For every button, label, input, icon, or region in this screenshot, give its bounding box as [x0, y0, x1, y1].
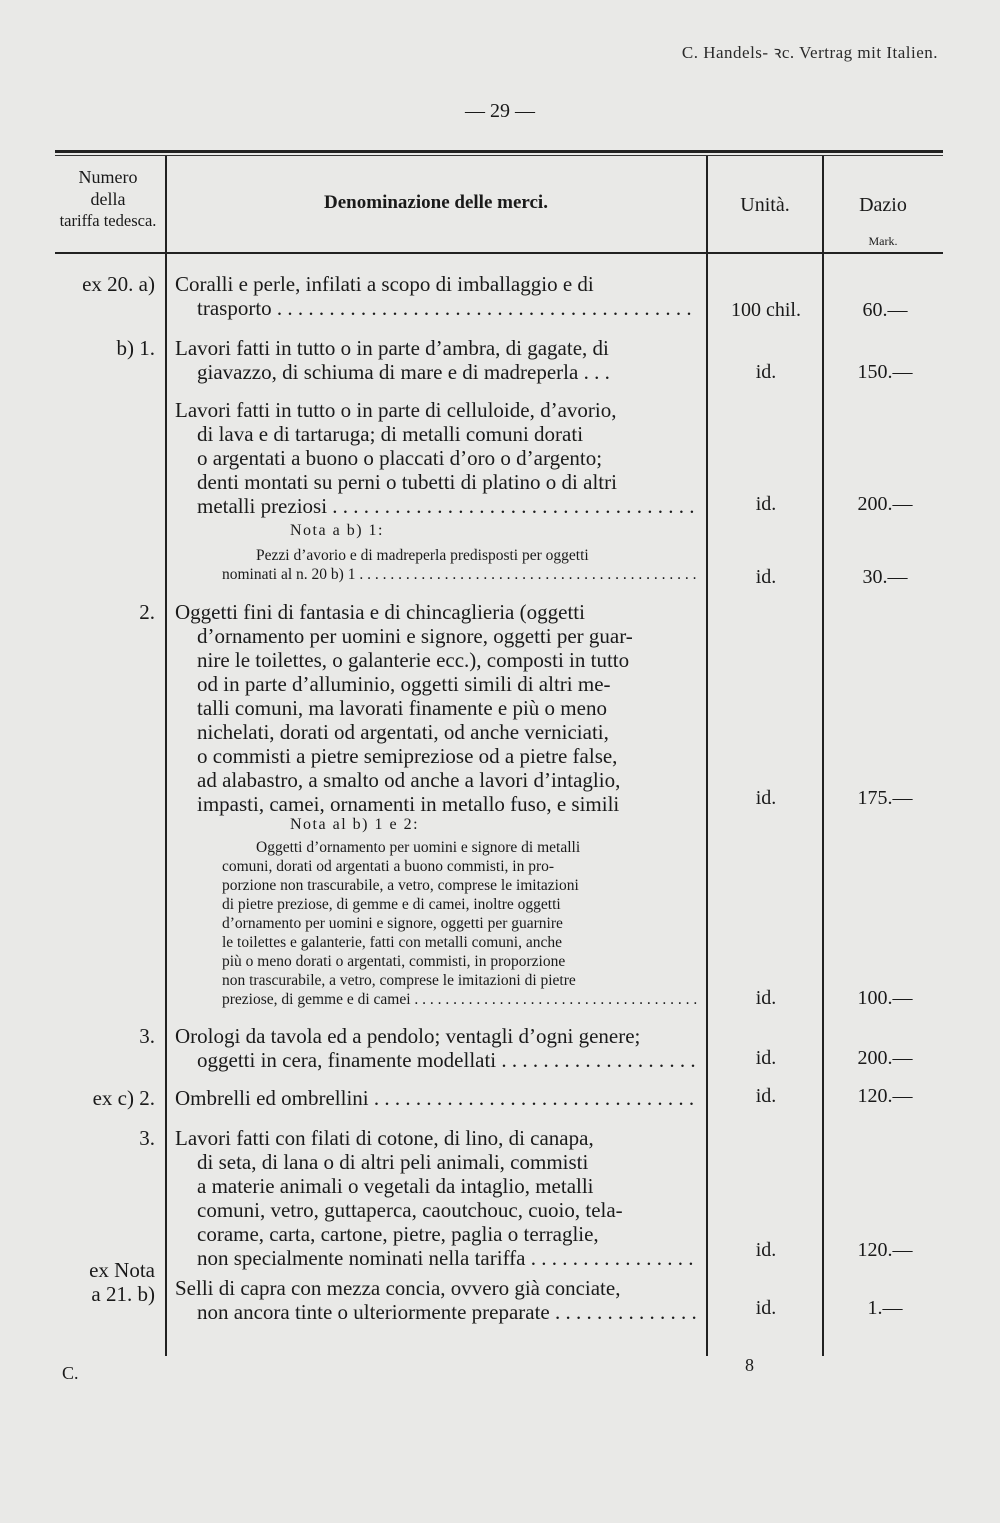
- note-line: comuni, dorati od argentati a buono commisti, in pro-: [222, 858, 555, 875]
- description-line: non specialmente nominati nella tariffa . . .: [175, 1246, 698, 1270]
- note-line: le toilettes e galanterie, fatti con metalli comuni, anche: [222, 934, 563, 951]
- description-line: talli comuni, ma lavorati finamente e più o meno: [197, 696, 607, 720]
- merchandise-description: [175, 1276, 698, 1324]
- description-line: Lavori fatti in tutto o in parte di celluloide, d’avorio,: [175, 398, 617, 422]
- description-line: Orologi da tavola ed a pendolo; ventagli d’ogni genere;: [175, 1024, 641, 1048]
- table-top-rule-thin: [55, 155, 943, 156]
- tariff-number: 2.: [139, 600, 155, 624]
- header-dazio: Dazio: [859, 194, 907, 216]
- description-line: Selli di capra con mezza concia, ovvero già conciate,: [175, 1276, 621, 1300]
- description-line: Lavori fatti con filati di cotone, di lino, di canapa,: [175, 1126, 594, 1150]
- column-divider: [822, 156, 824, 1356]
- unit-value: id.: [755, 1239, 777, 1261]
- description-line: ad alabastro, a smalto od anche a lavori d’intaglio,: [197, 768, 621, 792]
- header-numero-line: Numero: [78, 167, 138, 187]
- description-line: o argentati a buono o placcati d’oro o d’argento;: [197, 446, 603, 470]
- description-line: denti montati su perni o tubetti di platino o di altri: [197, 470, 617, 494]
- page-number: — 29 —: [465, 100, 535, 122]
- note-line: di pietre preziose, di gemme e di camei, inoltre oggetti: [222, 896, 561, 913]
- note-line: porzione non trascurabile, a vetro, comprese le imitazioni: [222, 877, 579, 894]
- description-line: Ombrelli ed ombrellini . . .: [175, 1086, 698, 1110]
- printer-signature: C.: [62, 1363, 79, 1383]
- description-line: Coralli e perle, infilati a scopo di imballaggio e di: [175, 272, 594, 296]
- description-line: di seta, di lana o di altri peli animali, commisti: [197, 1150, 589, 1174]
- column-divider: [165, 156, 167, 1356]
- note-text: [222, 546, 700, 584]
- header-unita: Unità.: [740, 194, 790, 216]
- unit-value: 100 chil.: [731, 299, 801, 321]
- duty-value: 120.—: [857, 1239, 913, 1261]
- description-line: comuni, vetro, guttaperca, caoutchouc, cuoio, tela-: [197, 1198, 623, 1222]
- description-line: giavazzo, di schiuma di mare e di madreperla . . .: [197, 360, 610, 384]
- duty-value: 200.—: [857, 1047, 913, 1069]
- unit-value: id.: [755, 1297, 777, 1319]
- tariff-number-line: a 21. b): [91, 1282, 155, 1306]
- description-line: impasti, camei, ornamenti in metallo fuso, e simili: [197, 792, 620, 816]
- unit-value: id.: [755, 787, 777, 809]
- merchandise-description: [175, 600, 698, 816]
- duty-value: 60.—: [862, 299, 908, 321]
- unit-value: id.: [755, 987, 777, 1009]
- note-text: [222, 838, 700, 1009]
- tariff-number: ex c) 2.: [92, 1086, 155, 1110]
- description-line: od in parte d’alluminio, oggetti simili di altri me-: [197, 672, 611, 696]
- table-top-rule: [55, 150, 943, 153]
- unit-value: id.: [755, 566, 777, 588]
- running-title: C. Handels- ꝛc. Vertrag mit Italien.: [681, 43, 938, 62]
- unit-value: id.: [755, 1085, 777, 1107]
- merchandise-description: [175, 336, 698, 384]
- merchandise-description: [175, 1024, 698, 1072]
- description-line: d’ornamento per uomini e signore, oggetti per guar-: [197, 624, 633, 648]
- description-line: a materie animali o vegetali da intaglio, metalli: [197, 1174, 594, 1198]
- duty-value: 200.—: [857, 493, 913, 515]
- note-line: Oggetti d’ornamento per uomini e signore di metalli: [256, 839, 581, 856]
- description-line: corame, carta, cartone, pietre, paglia o terraglie,: [197, 1222, 599, 1246]
- merchandise-description: [175, 398, 698, 518]
- tariff-number: 3.: [139, 1024, 155, 1048]
- merchandise-description: [175, 1126, 698, 1270]
- note-line: Pezzi d’avorio e di madreperla predisposti per oggetti: [256, 547, 589, 564]
- note-title: Nota al b) 1 e 2:: [290, 816, 420, 833]
- note-line: d’ornamento per uomini e signore, oggetti per guarnire: [222, 915, 563, 932]
- description-line: nire le toilettes, o galanterie ecc.), composti in tutto: [197, 648, 630, 672]
- description-line: trasporto . . .: [175, 296, 698, 320]
- note-title: Nota a b) 1:: [290, 522, 384, 539]
- duty-value: 120.—: [857, 1085, 913, 1107]
- duty-value: 100.—: [857, 987, 913, 1009]
- header-dazio-unit: Mark.: [868, 234, 898, 248]
- table-header-rule: [55, 252, 943, 254]
- note-line: più o meno dorati o argentati, commisti, in proporzione: [222, 953, 566, 970]
- note-line: preziose, di gemme e di camei . . .: [222, 990, 700, 1009]
- header-numero-line: della: [90, 189, 126, 209]
- unit-value: id.: [755, 1047, 777, 1069]
- header-numero-line: tariffa tedesca.: [59, 211, 157, 230]
- tariff-number-line: ex Nota: [89, 1258, 155, 1282]
- duty-value: 1.—: [867, 1297, 903, 1319]
- note-line: non trascurabile, a vetro, comprese le imitazioni di pietre: [222, 972, 576, 989]
- column-divider: [706, 156, 708, 1356]
- note-line: nominati al n. 20 b) 1 . . .: [222, 565, 700, 584]
- description-line: Lavori fatti in tutto o in parte d’ambra, di gagate, di: [175, 336, 609, 360]
- merchandise-description: [175, 272, 698, 320]
- description-line: oggetti in cera, finamente modellati . . .: [175, 1048, 698, 1072]
- duty-value: 30.—: [862, 566, 908, 588]
- unit-value: id.: [755, 361, 777, 383]
- tariff-number: 3.: [139, 1126, 155, 1150]
- duty-value: 175.—: [857, 787, 913, 809]
- sheet-signature: 8: [745, 1355, 754, 1375]
- tariff-number: ex 20. a): [82, 272, 155, 296]
- duty-value: 150.—: [857, 361, 913, 383]
- description-line: o commisti a pietre semipreziose od a pietre false,: [197, 744, 618, 768]
- description-line: metalli preziosi . . .: [175, 494, 698, 518]
- tariff-number: [89, 1258, 155, 1306]
- description-line: nichelati, dorati od argentati, od anche verniciati,: [197, 720, 609, 744]
- merchandise-description: [175, 1086, 698, 1110]
- description-line: di lava e di tartaruga; di metalli comuni dorati: [197, 422, 584, 446]
- description-line: Oggetti fini di fantasia e di chincaglieria (oggetti: [175, 600, 585, 624]
- header-numero: [52, 166, 164, 232]
- tariff-number: b) 1.: [116, 336, 155, 360]
- unit-value: id.: [755, 493, 777, 515]
- header-denominazione: Denominazione delle merci.: [324, 192, 548, 213]
- description-line: non ancora tinte o ulteriormente preparate . . .: [175, 1300, 698, 1324]
